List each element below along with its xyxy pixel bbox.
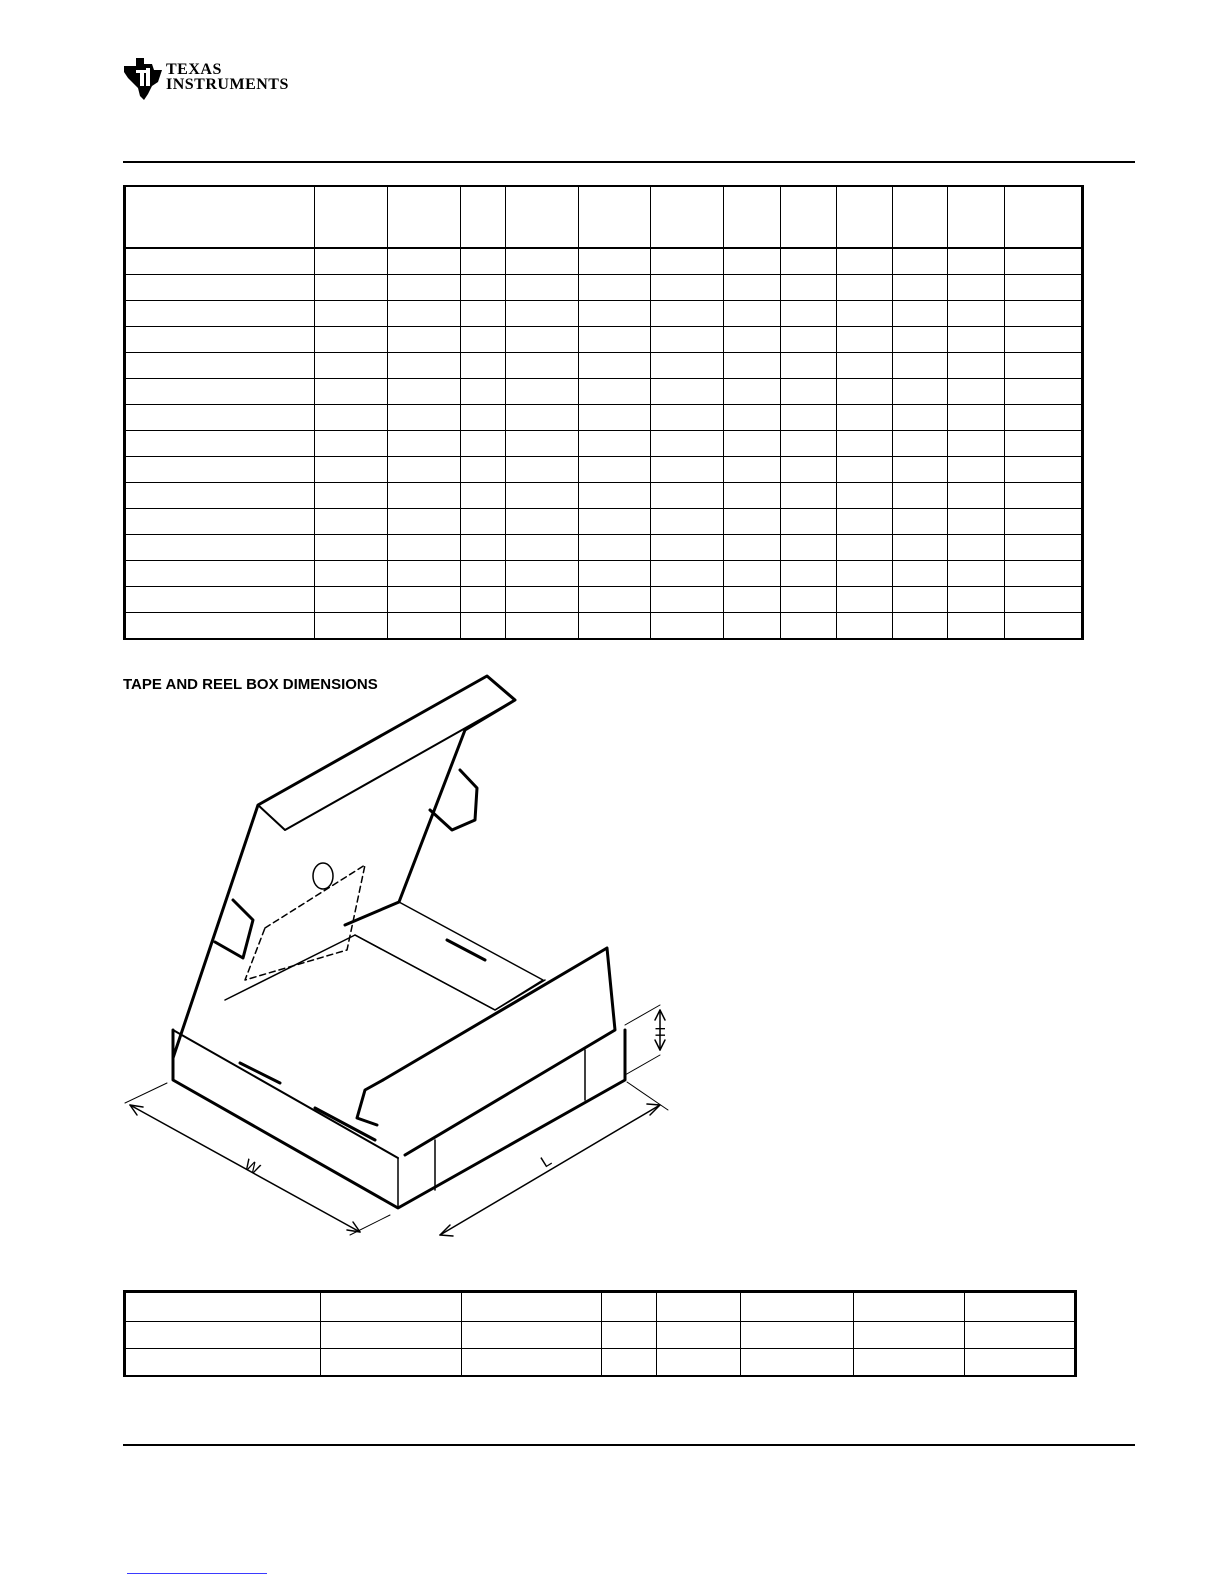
table-row [125, 1322, 1076, 1349]
dim-label-l: L [538, 1152, 555, 1172]
table-row [125, 483, 1083, 509]
dim-label-h: H [652, 1026, 668, 1037]
table-row [125, 248, 1083, 275]
section-title: TAPE AND REEL BOX DIMENSIONS [123, 676, 378, 693]
table-row [125, 457, 1083, 483]
table-row [125, 301, 1083, 327]
box-dimensions-table [123, 1290, 1077, 1377]
table-row [125, 275, 1083, 301]
table-row [125, 431, 1083, 457]
table-row [125, 405, 1083, 431]
table-row [125, 509, 1083, 535]
header-rule [123, 161, 1135, 163]
dim-label-w: W [241, 1156, 263, 1179]
table-header-row [125, 1292, 1076, 1322]
table-row [125, 535, 1083, 561]
tape-reel-info-table [123, 185, 1084, 640]
table-row [125, 353, 1083, 379]
reel-box-drawing [115, 670, 690, 1245]
table-row [125, 379, 1083, 405]
table-row [125, 561, 1083, 587]
footer-rule [123, 1444, 1135, 1446]
texas-instruments-logo [122, 56, 302, 102]
table-row [125, 587, 1083, 613]
ti-state-icon [122, 56, 164, 102]
footer-link[interactable] [127, 1572, 267, 1574]
brand-wordmark [166, 62, 289, 92]
table-row [125, 613, 1083, 640]
brand-line-2: INSTRUMENTS [166, 76, 289, 93]
table-row [125, 1349, 1076, 1377]
table-header-row [125, 186, 1083, 248]
brand-line-1: TEXAS [166, 61, 222, 78]
table-row [125, 327, 1083, 353]
